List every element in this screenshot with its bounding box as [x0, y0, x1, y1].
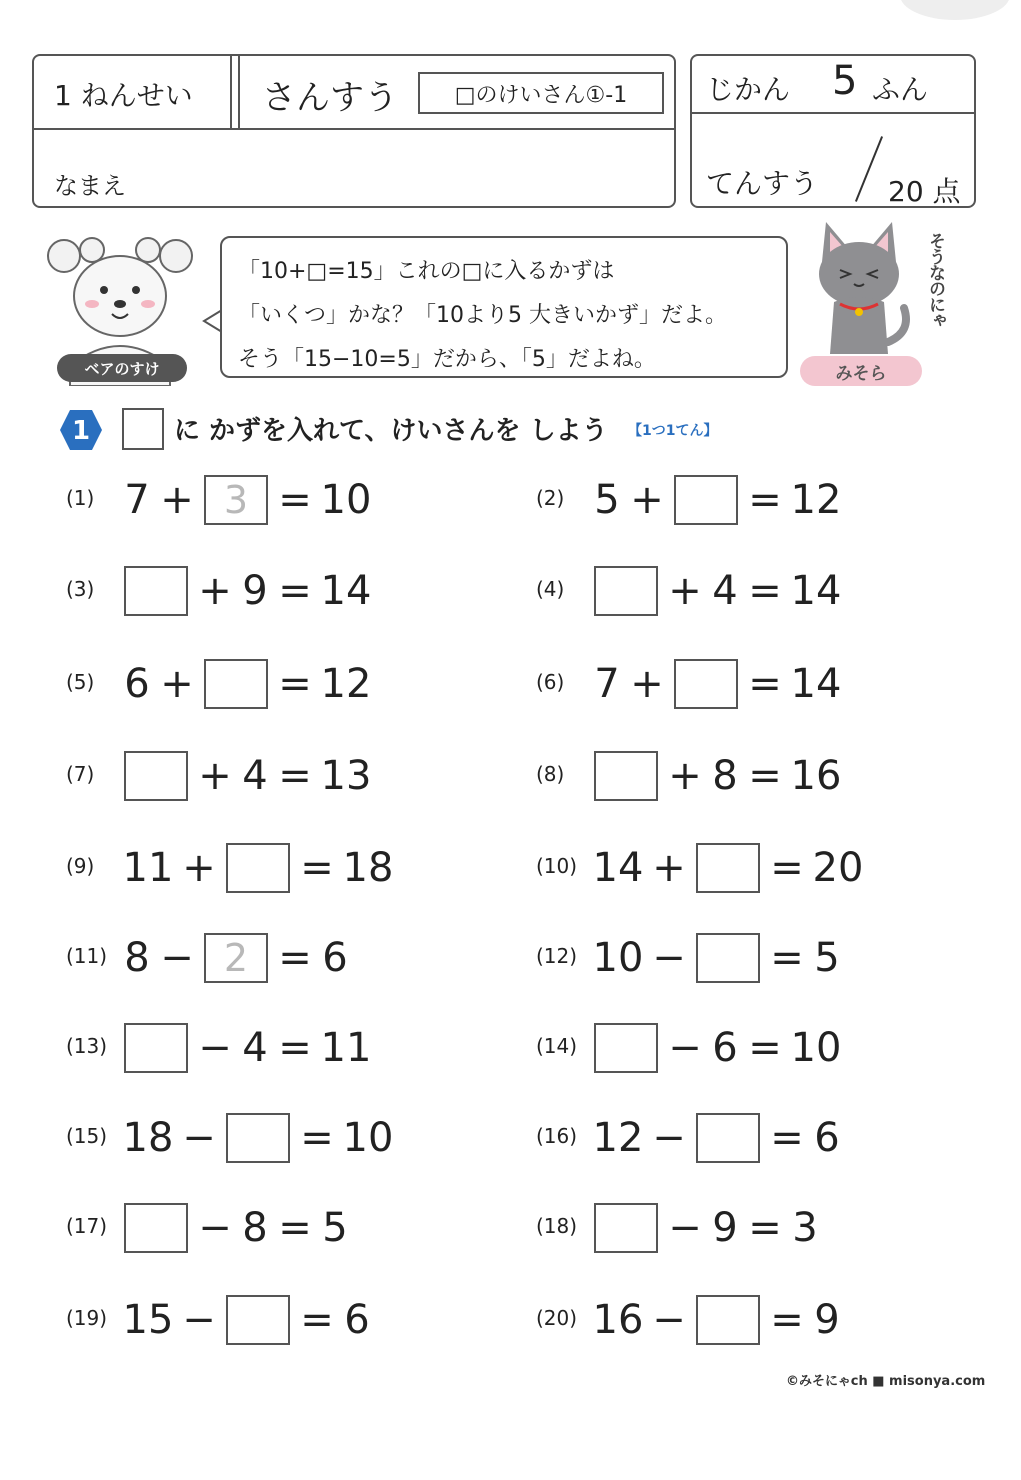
number: 15 [122, 1297, 174, 1343]
operator: = [278, 661, 312, 707]
points-note: 【1つ1てん】 [628, 423, 718, 439]
problem-number: (2) [536, 486, 565, 510]
problem-1 [66, 472, 506, 528]
answer-box[interactable] [204, 659, 268, 709]
operator: = [748, 661, 782, 707]
operator: − [652, 1297, 686, 1343]
operator: + [198, 568, 232, 614]
answer-box[interactable] [696, 843, 760, 893]
number: 8 [242, 1205, 268, 1251]
answer-box[interactable] [124, 566, 188, 616]
number: 14 [592, 845, 644, 891]
score-slash [855, 136, 883, 202]
number: 16 [790, 753, 842, 799]
number: 10 [790, 1025, 842, 1071]
operator: = [748, 1025, 782, 1071]
score-total: 20 点 [888, 175, 961, 208]
unit-title: □のけいさん①-1 [418, 72, 664, 114]
number: 18 [122, 1115, 174, 1161]
problem-number: (8) [536, 762, 565, 786]
number: 13 [320, 753, 372, 799]
problem-19 [66, 1292, 506, 1348]
cat-character-illustration [804, 222, 914, 362]
time-unit: ふん [872, 73, 929, 106]
operator: + [668, 753, 702, 799]
answer-box[interactable] [594, 1023, 658, 1073]
number: 6 [322, 935, 348, 981]
problem-number: (6) [536, 670, 565, 694]
operator: = [770, 1297, 804, 1343]
number: 20 [812, 845, 864, 891]
question-number-badge [60, 410, 102, 450]
problem-16 [536, 1110, 976, 1166]
problem-13 [66, 1020, 506, 1076]
problem-number: (13) [66, 1034, 108, 1058]
answer-box[interactable] [226, 1113, 290, 1163]
number: 5 [594, 477, 620, 523]
operator: + [182, 845, 216, 891]
number: 4 [712, 568, 738, 614]
number: 12 [320, 661, 372, 707]
answer-box[interactable] [696, 1113, 760, 1163]
operator: = [748, 753, 782, 799]
score-label: てんすう [706, 167, 819, 200]
number: 14 [790, 568, 842, 614]
operator: = [770, 845, 804, 891]
number: 11 [122, 845, 174, 891]
answer-box-example[interactable]: 3 [204, 475, 268, 525]
problem-number: (16) [536, 1124, 578, 1148]
operator: + [630, 661, 664, 707]
operator: − [160, 935, 194, 981]
number: 6 [712, 1025, 738, 1071]
number: 9 [814, 1297, 840, 1343]
problem-3 [66, 563, 506, 619]
operator: = [278, 477, 312, 523]
hint-speech-bubble [220, 236, 788, 378]
problem-number: (17) [66, 1214, 108, 1238]
operator: − [198, 1025, 232, 1071]
answer-box[interactable] [594, 1203, 658, 1253]
answer-box[interactable] [696, 1295, 760, 1345]
hint-line: 「いくつ」かな？「10より5 大きいかず」だよ。 [238, 303, 727, 328]
operator: = [770, 1115, 804, 1161]
problem-8 [536, 748, 976, 804]
operator: = [300, 845, 334, 891]
problem-number: (4) [536, 577, 565, 601]
operator: − [182, 1297, 216, 1343]
operator: − [652, 1115, 686, 1161]
answer-box[interactable] [696, 933, 760, 983]
number: 6 [344, 1297, 370, 1343]
instruction-text: に かずを入れて、けいさんを しよう [174, 416, 608, 446]
operator: + [668, 568, 702, 614]
problem-number: (20) [536, 1306, 578, 1330]
number: 4 [242, 1025, 268, 1071]
problem-number: (7) [66, 762, 95, 786]
number: 14 [320, 568, 372, 614]
answer-box[interactable] [124, 1203, 188, 1253]
problem-number: (18) [536, 1214, 578, 1238]
number: 10 [320, 477, 372, 523]
number: 10 [592, 935, 644, 981]
header-divider [230, 56, 232, 128]
answer-box[interactable] [226, 843, 290, 893]
problem-15 [66, 1110, 506, 1166]
problem-number: (19) [66, 1306, 108, 1330]
number: 7 [594, 661, 620, 707]
operator: = [748, 568, 782, 614]
operator: = [748, 477, 782, 523]
problem-20 [536, 1292, 976, 1348]
number: 10 [342, 1115, 394, 1161]
hint-line: 「10+□=15」これの□に入るかずは [238, 259, 615, 284]
problem-number: (15) [66, 1124, 108, 1148]
operator: = [770, 935, 804, 981]
header-row-divider [692, 112, 974, 114]
problem-14 [536, 1020, 976, 1076]
problem-number: (1) [66, 486, 95, 510]
problem-12 [536, 930, 976, 986]
number: 8 [124, 935, 150, 981]
answer-box-example[interactable]: 2 [204, 933, 268, 983]
number: 9 [712, 1205, 738, 1251]
operator: − [198, 1205, 232, 1251]
number: 4 [242, 753, 268, 799]
number: 12 [592, 1115, 644, 1161]
time-value: 5 [832, 58, 858, 104]
header-divider [238, 56, 240, 128]
number: 3 [792, 1205, 818, 1251]
operator: = [278, 1025, 312, 1071]
number: 6 [124, 661, 150, 707]
problem-18 [536, 1200, 976, 1256]
operator: = [278, 753, 312, 799]
header-info-box [32, 54, 676, 208]
number: 7 [124, 477, 150, 523]
hint-line: そう「15−10=5」だから、「5」だよね。 [238, 347, 656, 372]
operator: = [300, 1115, 334, 1161]
number: 5 [814, 935, 840, 981]
answer-box[interactable] [594, 751, 658, 801]
answer-box[interactable] [674, 475, 738, 525]
operator: + [198, 753, 232, 799]
time-label: じかん [706, 73, 791, 106]
number: 16 [592, 1297, 644, 1343]
answer-box[interactable] [124, 751, 188, 801]
answer-box[interactable] [124, 1023, 188, 1073]
operator: + [652, 845, 686, 891]
answer-box[interactable] [594, 566, 658, 616]
operator: = [300, 1297, 334, 1343]
problem-number: (3) [66, 577, 95, 601]
answer-box[interactable] [226, 1295, 290, 1345]
question-number: 1 [71, 416, 91, 446]
problem-number: (10) [536, 854, 578, 878]
number: 12 [790, 477, 842, 523]
problem-9 [66, 840, 506, 896]
problem-4 [536, 563, 976, 619]
name-field-label: なまえ [54, 172, 126, 200]
number: 18 [342, 845, 394, 891]
operator: + [160, 661, 194, 707]
answer-box[interactable] [674, 659, 738, 709]
operator: = [278, 935, 312, 981]
grade-label: 1 ねんせい [54, 79, 193, 112]
operator: − [668, 1025, 702, 1071]
problem-number: (14) [536, 1034, 578, 1058]
problem-number: (11) [66, 944, 108, 968]
problem-2 [536, 472, 976, 528]
operator: + [160, 477, 194, 523]
problem-number: (5) [66, 670, 95, 694]
problem-7 [66, 748, 506, 804]
number: 8 [712, 753, 738, 799]
answer-box-sample [122, 408, 164, 450]
problem-number: (9) [66, 854, 95, 878]
problem-11 [66, 930, 506, 986]
number: 5 [322, 1205, 348, 1251]
problem-number: (12) [536, 944, 578, 968]
number: 11 [320, 1025, 372, 1071]
operator: − [652, 935, 686, 981]
problem-17 [66, 1200, 506, 1256]
bear-name-tag: ベアのすけ [57, 354, 187, 382]
problem-5 [66, 656, 506, 712]
cat-speech-text: そうなのにゃ [925, 232, 945, 328]
operator: + [630, 477, 664, 523]
operator: = [748, 1205, 782, 1251]
corner-decoration [900, 0, 1010, 20]
cat-name-tag: みそら [800, 356, 922, 386]
number: 14 [790, 661, 842, 707]
header-score-box [690, 54, 976, 208]
problem-6 [536, 656, 976, 712]
operator: = [278, 1205, 312, 1251]
operator: − [182, 1115, 216, 1161]
subject-label: さんすう [262, 78, 398, 118]
operator: − [668, 1205, 702, 1251]
header-row-divider [34, 128, 674, 130]
number: 6 [814, 1115, 840, 1161]
operator: = [278, 568, 312, 614]
number: 9 [242, 568, 268, 614]
problem-10 [536, 840, 976, 896]
credit-footer: ©みそにゃch ■ misonya.com [786, 1374, 986, 1389]
